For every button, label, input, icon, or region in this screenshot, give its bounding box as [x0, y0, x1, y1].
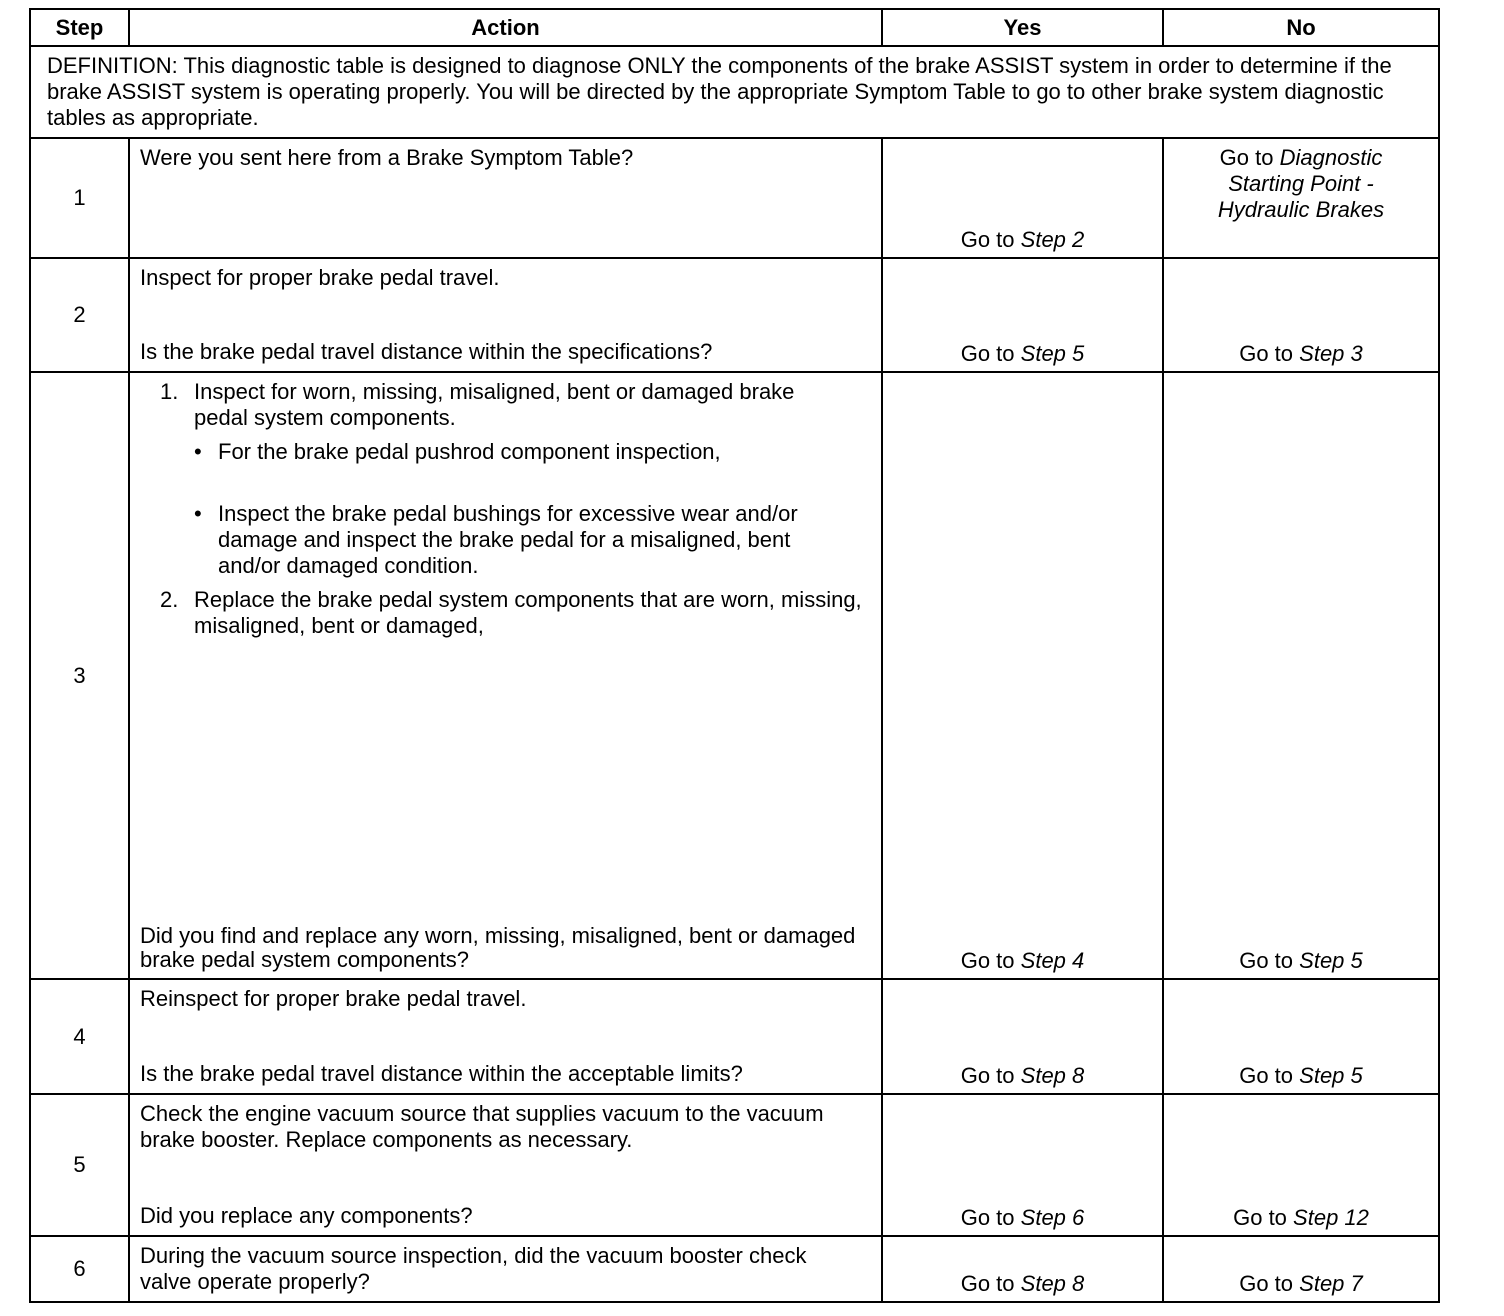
action-question: Is the brake pedal travel distance within the specifications?: [140, 339, 713, 364]
yes-cell: [882, 1236, 1163, 1302]
action-instruction: Reinspect for proper brake pedal travel.: [140, 986, 527, 1011]
go-to-label: Go to: [1239, 948, 1294, 973]
no-link-line2[interactable]: Starting Point -: [1228, 171, 1374, 196]
action-instruction: Inspect for proper brake pedal travel.: [140, 265, 500, 290]
go-to-label: Go to: [1239, 1271, 1294, 1296]
action-cell: [129, 138, 882, 258]
no-link[interactable]: Step 12: [1293, 1205, 1369, 1230]
no-link[interactable]: Step 5: [1299, 1063, 1363, 1088]
step-number: 5: [30, 1094, 129, 1236]
table-row: [30, 1236, 1439, 1302]
yes-link[interactable]: Step 4: [1020, 948, 1085, 973]
action-cell: [129, 1094, 882, 1236]
header-no: No: [1163, 9, 1439, 46]
table-row: [30, 372, 1439, 979]
table-row: [30, 979, 1439, 1094]
yes-link[interactable]: Step 8: [1020, 1063, 1085, 1088]
no-cell: [1163, 138, 1439, 258]
go-to-label: Go to: [960, 948, 1015, 973]
go-to-label: Go to: [1219, 145, 1274, 170]
yes-cell: [882, 138, 1163, 258]
go-to-label: Go to: [1239, 1063, 1294, 1088]
yes-cell: [882, 1094, 1163, 1236]
no-link[interactable]: Step 7: [1299, 1271, 1363, 1296]
list-item-text: Replace the brake pedal system components that are worn, missing, misaligned, bent or damaged,: [194, 587, 862, 638]
definition-text: DEFINITION: This diagnostic table is designed to diagnose ONLY the components of the brake ASSIST system in order to determine if the brake ASSIST system is operating properly. You will be directed by the appropriate Symptom Table to go to other brake system diagnostic tables as appropriate.: [30, 46, 1439, 138]
go-to-label: Go to: [1239, 341, 1294, 366]
header-yes: Yes: [882, 9, 1163, 46]
yes-cell: [882, 979, 1163, 1094]
action-list: [140, 379, 871, 639]
no-cell: [1163, 372, 1439, 979]
bullet-icon: •: [194, 439, 202, 464]
diagnostic-table: [29, 8, 1440, 1303]
bullet-text: Inspect the brake pedal bushings for excessive wear and/or damage and inspect the brake pedal for a misaligned, bent and/or damaged condition.: [218, 501, 798, 578]
no-cell: [1163, 979, 1439, 1094]
list-number: 1.: [160, 379, 179, 404]
action-question: Is the brake pedal travel distance within the acceptable limits?: [140, 1061, 743, 1086]
yes-cell: [882, 372, 1163, 979]
go-to-label: Go to: [960, 341, 1015, 366]
header-row: [30, 9, 1439, 46]
yes-cell: [882, 258, 1163, 372]
action-instruction: Check the engine vacuum source that supplies vacuum to the vacuum brake booster. Replace components as necessary.: [140, 1101, 824, 1152]
go-to-label: Go to: [960, 1271, 1015, 1296]
action-question: Did you find and replace any worn, missing, misaligned, bent or damaged brake pedal system components?: [140, 923, 856, 972]
action-cell: [129, 979, 882, 1094]
yes-link[interactable]: Step 5: [1020, 341, 1085, 366]
no-link[interactable]: Step 3: [1299, 341, 1363, 366]
bullet-text: For the brake pedal pushrod component inspection,: [218, 439, 721, 464]
go-to-label: Go to: [960, 227, 1015, 252]
action-cell: [129, 258, 882, 372]
yes-link[interactable]: Step 2: [1020, 227, 1085, 252]
yes-link[interactable]: Step 8: [1020, 1271, 1085, 1296]
no-cell: [1163, 1236, 1439, 1302]
step-number: 4: [30, 979, 129, 1094]
step-number: 3: [30, 372, 129, 979]
list-number: 2.: [160, 587, 179, 612]
action-question: During the vacuum source inspection, did the vacuum booster check valve operate properly?: [140, 1243, 807, 1294]
action-cell: [129, 1236, 882, 1302]
step-number: 6: [30, 1236, 129, 1302]
no-link[interactable]: Diagnostic: [1279, 145, 1383, 170]
table-row: [30, 258, 1439, 372]
step-number: 2: [30, 258, 129, 372]
action-question: Were you sent here from a Brake Symptom Table?: [140, 145, 634, 170]
no-link-line3[interactable]: Hydraulic Brakes: [1217, 197, 1385, 222]
yes-link[interactable]: Step 6: [1020, 1205, 1085, 1230]
header-action: Action: [129, 9, 882, 46]
list-item-text: Inspect for worn, missing, misaligned, bent or damaged brake pedal system components.: [194, 379, 795, 430]
go-to-label: Go to: [960, 1063, 1015, 1088]
step-number: 1: [30, 138, 129, 258]
action-question: Did you replace any components?: [140, 1203, 473, 1228]
header-step: Step: [30, 9, 129, 46]
table-row: [30, 138, 1439, 258]
no-cell: [1163, 258, 1439, 372]
go-to-label: Go to: [960, 1205, 1015, 1230]
no-link[interactable]: Step 5: [1299, 948, 1363, 973]
table-row: [30, 1094, 1439, 1236]
definition-row: [30, 46, 1439, 138]
action-cell: [129, 372, 882, 979]
bullet-icon: •: [194, 501, 202, 526]
no-cell: [1163, 1094, 1439, 1236]
go-to-label: Go to: [1233, 1205, 1287, 1230]
